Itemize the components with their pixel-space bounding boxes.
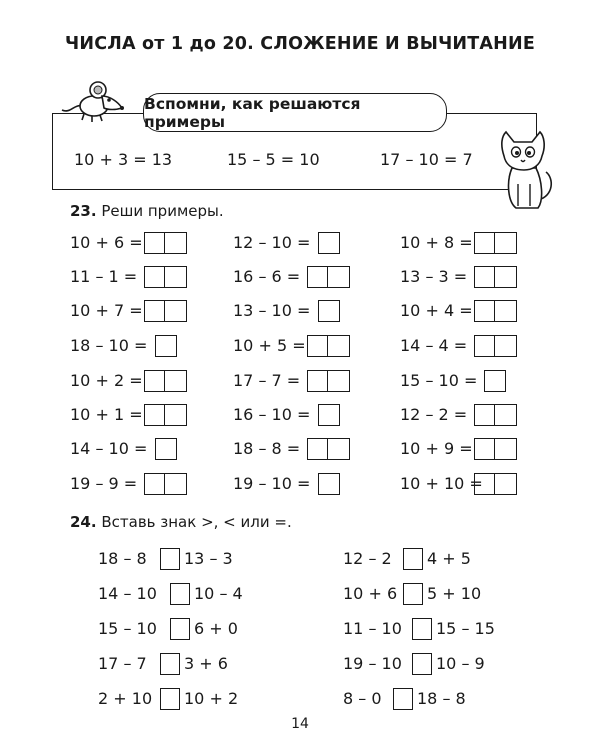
task23-ex-2-5: 17 – 7 = xyxy=(233,371,301,390)
task23-ex-1-3: 10 + 7 = xyxy=(70,301,143,320)
task23-ex-3-4: 14 – 4 = xyxy=(400,336,468,355)
task23-ex-3-7: 10 + 9 = xyxy=(400,439,473,458)
answer-box[interactable] xyxy=(144,266,187,288)
compare-left-a: 17 – 7 xyxy=(98,654,147,673)
task23-ex-1-7: 14 – 10 = xyxy=(70,439,148,458)
answer-box[interactable] xyxy=(144,370,187,392)
sign-box[interactable] xyxy=(403,548,423,570)
compare-left-b: 6 + 0 xyxy=(194,619,238,638)
task23-ex-2-6: 16 – 10 = xyxy=(233,405,311,424)
cat-illustration xyxy=(494,122,556,214)
sign-box[interactable] xyxy=(403,583,423,605)
task23-ex-3-1: 10 + 8 = xyxy=(400,233,473,252)
sign-box[interactable] xyxy=(412,653,432,675)
task23-ex-1-4: 18 – 10 = xyxy=(70,336,148,355)
answer-box[interactable] xyxy=(144,232,187,254)
task23-ex-3-8: 10 + 10 = xyxy=(400,474,483,493)
compare-right-b: 5 + 10 xyxy=(427,584,482,603)
compare-right-b: 4 + 5 xyxy=(427,549,471,568)
compare-left-b: 10 – 4 xyxy=(194,584,243,603)
answer-box[interactable] xyxy=(307,335,350,357)
compare-right-a: 10 + 6 xyxy=(343,584,398,603)
task23-ex-3-2: 13 – 3 = xyxy=(400,267,468,286)
answer-box[interactable] xyxy=(474,232,517,254)
answer-box[interactable] xyxy=(144,404,187,426)
task-24-number: 24. xyxy=(70,513,97,531)
sign-box[interactable] xyxy=(160,653,180,675)
reminder-example-1: 10 + 3 = 13 xyxy=(74,150,173,169)
reminder-example-2: 15 – 5 = 10 xyxy=(227,150,320,169)
answer-box[interactable] xyxy=(474,266,517,288)
sign-box[interactable] xyxy=(160,548,180,570)
compare-left-a: 14 – 10 xyxy=(98,584,157,603)
mouse-illustration xyxy=(56,70,128,126)
reminder-example-3: 17 – 10 = 7 xyxy=(380,150,473,169)
task23-ex-3-5: 15 – 10 = xyxy=(400,371,478,390)
compare-right-b: 18 – 8 xyxy=(417,689,466,708)
answer-box[interactable] xyxy=(318,473,340,495)
answer-box[interactable] xyxy=(144,300,187,322)
compare-right-a: 19 – 10 xyxy=(343,654,402,673)
task23-ex-1-6: 10 + 1 = xyxy=(70,405,143,424)
answer-box[interactable] xyxy=(474,335,517,357)
task23-ex-1-1: 10 + 6 = xyxy=(70,233,143,252)
compare-left-a: 18 – 8 xyxy=(98,549,147,568)
answer-box[interactable] xyxy=(144,473,187,495)
compare-left-b: 3 + 6 xyxy=(184,654,228,673)
page-number: 14 xyxy=(291,716,309,732)
reminder-header: Вспомни, как решаются примеры xyxy=(143,93,447,132)
answer-box[interactable] xyxy=(474,404,517,426)
task23-ex-2-7: 18 – 8 = xyxy=(233,439,301,458)
compare-right-a: 12 – 2 xyxy=(343,549,392,568)
sign-box[interactable] xyxy=(393,688,413,710)
task23-ex-1-5: 10 + 2 = xyxy=(70,371,143,390)
answer-box[interactable] xyxy=(318,300,340,322)
compare-right-b: 15 – 15 xyxy=(436,619,495,638)
compare-left-a: 2 + 10 xyxy=(98,689,153,708)
answer-box[interactable] xyxy=(318,232,340,254)
answer-box[interactable] xyxy=(307,438,350,460)
answer-box[interactable] xyxy=(155,438,177,460)
compare-left-b: 13 – 3 xyxy=(184,549,233,568)
task23-ex-1-8: 19 – 9 = xyxy=(70,474,138,493)
answer-box[interactable] xyxy=(307,266,350,288)
answer-box[interactable] xyxy=(484,370,506,392)
sign-box[interactable] xyxy=(170,618,190,640)
answer-box[interactable] xyxy=(155,335,177,357)
compare-right-b: 10 – 9 xyxy=(436,654,485,673)
compare-left-b: 10 + 2 xyxy=(184,689,239,708)
sign-box[interactable] xyxy=(412,618,432,640)
task23-ex-3-3: 10 + 4 = xyxy=(400,301,473,320)
sign-box[interactable] xyxy=(160,688,180,710)
task23-ex-2-2: 16 – 6 = xyxy=(233,267,301,286)
task23-ex-2-4: 10 + 5 = xyxy=(233,336,306,355)
task-24-title xyxy=(70,513,292,531)
answer-box[interactable] xyxy=(318,404,340,426)
page-title: ЧИСЛА от 1 до 20. СЛОЖЕНИЕ И ВЫЧИТАНИЕ xyxy=(65,34,535,54)
answer-box[interactable] xyxy=(307,370,350,392)
answer-box[interactable] xyxy=(474,300,517,322)
task23-ex-2-3: 13 – 10 = xyxy=(233,301,311,320)
compare-right-a: 8 – 0 xyxy=(343,689,382,708)
sign-box[interactable] xyxy=(170,583,190,605)
task23-ex-3-6: 12 – 2 = xyxy=(400,405,468,424)
task23-ex-1-2: 11 – 1 = xyxy=(70,267,138,286)
task23-ex-2-8: 19 – 10 = xyxy=(233,474,311,493)
task-23-text: Реши примеры. xyxy=(101,202,224,220)
task23-ex-2-1: 12 – 10 = xyxy=(233,233,311,252)
task-24-text: Вставь знак >, < или =. xyxy=(101,513,292,531)
compare-left-a: 15 – 10 xyxy=(98,619,157,638)
task-23-title xyxy=(70,202,224,220)
answer-box[interactable] xyxy=(474,438,517,460)
task-23-number: 23. xyxy=(70,202,97,220)
answer-box[interactable] xyxy=(474,473,517,495)
compare-right-a: 11 – 10 xyxy=(343,619,402,638)
